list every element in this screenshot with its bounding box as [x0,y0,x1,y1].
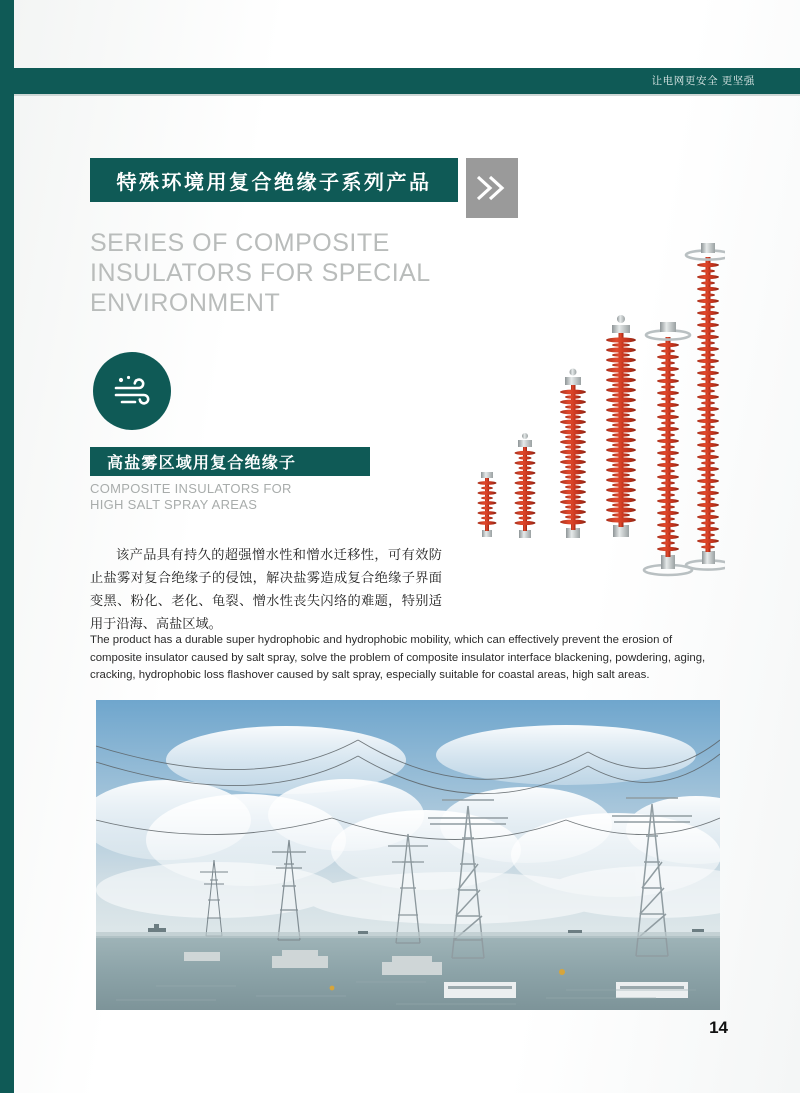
subsection-english-line2: HIGH SALT SPRAY AREAS [90,497,258,512]
subsection-chinese-text: 高盐雾区域用复合绝缘子 [107,455,297,472]
title-english-line2: INSULATORS FOR SPECIAL [90,259,431,287]
subsection-english [90,481,410,513]
page-number: 14 [709,1018,728,1037]
header-slogan: 让电网更安全 更坚强 [651,75,755,87]
subsection-english-line1: COMPOSITE INSULATORS FOR [90,481,292,496]
double-chevron-right-icon [466,158,518,218]
composite-insulator-product-lineup [455,225,725,600]
title-chinese-banner [90,158,458,202]
title-chinese-text: 特殊环境用复合绝缘子系列产品 [116,171,432,194]
title-english-line1: SERIES OF COMPOSITE [90,229,390,257]
title-english [90,228,490,318]
transmission-towers-coastal-photo [96,700,720,1010]
body-paragraph-english: The product has a durable super hydrophobic and hydrophobic mobility, which can effectively prevent the erosion of composite insulator caused by salt spray, solve the problem of composite insulator interface blackening, powdering, aging, cracking, hydrophobic loss flashover caused by salt spray, especially suitable for coastal areas, high salt areas. [90,634,706,682]
header-divider [14,94,800,96]
left-edge-bar [0,0,14,1093]
title-english-line3: ENVIRONMENT [90,289,281,317]
wind-icon [93,352,171,430]
subsection-chinese-banner [90,447,370,476]
body-paragraph-chinese: 该产品具有持久的超强憎水性和憎水迁移性，可有效防止盐雾对复合绝缘子的侵蚀，解决盐雾造成复合绝缘子界面变黑、粉化、老化、龟裂、憎水性丧失闪络的难题，特别适用于沿海、高盐区域。 [90,547,442,632]
